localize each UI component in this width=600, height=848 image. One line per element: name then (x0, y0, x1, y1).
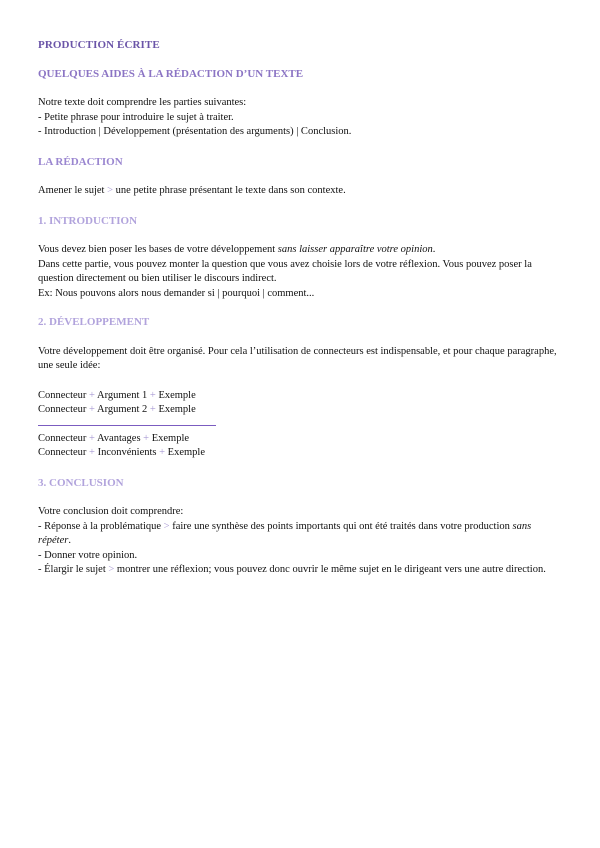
connector-row (38, 432, 562, 447)
connector-label: Connecteur (38, 447, 87, 458)
plus-symbol: + (89, 447, 95, 458)
section-heading-introduction: 1. INTRODUCTION (38, 214, 138, 227)
section-heading-developpement: 2. DÉVELOPPEMENT (38, 316, 150, 328)
introduction-line-1-text: Vous devez bien poser les bases de votre développement (38, 244, 278, 255)
connector-row (38, 403, 562, 418)
example-label: Exemple (158, 404, 196, 415)
plus-symbol: + (89, 432, 95, 444)
example-label: Exemple (158, 389, 196, 401)
section-heading-redaction: LA RÉDACTION (38, 155, 123, 168)
conclusion-line-2-emphasis: sans répéter (38, 520, 532, 546)
argument-label: Avantages (97, 432, 141, 444)
redaction-lead: Amener le sujet (38, 185, 105, 196)
conclusion-line-2-lead: - Réponse à la problématique (38, 520, 162, 532)
intro-line-1: Notre texte doit comprendre les parties suivantes: (38, 97, 247, 108)
example-label: Exemple (167, 447, 205, 458)
conclusion-line-4 (38, 563, 562, 578)
intro-line-2: - Petite phrase pour introduire le sujet à traiter. (38, 111, 234, 123)
conclusion-line-2 (38, 520, 562, 549)
connector-row (38, 389, 562, 404)
plus-symbol: + (89, 404, 95, 415)
intro-line-3: - Introduction | Développement (présentation des arguments) | Conclusion. (38, 126, 352, 137)
introduction-line-1 (38, 243, 562, 258)
arrow-symbol: > (107, 185, 114, 196)
connector-label: Connecteur (38, 404, 87, 415)
introduction-block (38, 243, 562, 301)
connector-list-b (38, 432, 562, 461)
introduction-line-2: Dans cette partie, vous pouvez monter la question que vous avez choisie lors de votre réflexion. Vous pouvez poser la question directement ou bien utiliser le discours indirect. (38, 258, 532, 284)
connector-row (38, 446, 562, 461)
connector-label: Connecteur (38, 432, 87, 444)
intro-block (38, 96, 562, 140)
plus-symbol: + (143, 432, 150, 444)
redaction-line (38, 184, 562, 199)
conclusion-line-4-text: montrer une réflexion; vous pouvez donc ouvrir le même sujet en le dirigeant vers une autre direction. (116, 564, 546, 575)
conclusion-block (38, 505, 562, 578)
section-heading-conclusion: 3. CONCLUSION (38, 476, 124, 489)
conclusion-line-3: - Donner votre opinion. (38, 549, 138, 561)
connector-list-a (38, 389, 562, 418)
argument-label: Inconvénients (97, 447, 157, 458)
introduction-line-1-emphasis: sans laisser apparaître votre opinion (277, 244, 433, 255)
argument-label: Argument 1 (97, 389, 148, 401)
arrow-symbol: > (108, 564, 115, 575)
document-subtitle: QUELQUES AIDES À LA RÉDACTION D’UN TEXTE (38, 67, 304, 80)
conclusion-line-2-text: faire une synthèse des points importants qui ont été traités dans votre production (172, 520, 513, 532)
document-page (38, 38, 562, 578)
developpement-text: Votre développement doit être organisé. Pour cela l’utilisation de connecteurs est indispensable, et pour chaque paragraphe, une seule idée: (38, 345, 557, 371)
plus-symbol: + (149, 404, 156, 415)
plus-symbol: + (89, 389, 95, 401)
example-label: Exemple (151, 432, 190, 444)
section-divider (38, 425, 216, 426)
document-title: PRODUCTION ÉCRITE (38, 39, 160, 51)
plus-symbol: + (149, 389, 156, 401)
introduction-line-1-end: . (432, 244, 436, 255)
introduction-line-3: Ex: Nous pouvons alors nous demander si | pourquoi | comment... (38, 287, 315, 299)
conclusion-line-2-end: . (68, 535, 71, 546)
conclusion-line-1: Votre conclusion doit comprendre: (38, 506, 184, 517)
plus-symbol: + (159, 447, 166, 458)
conclusion-line-4-lead: - Élargir le sujet (38, 564, 106, 575)
arrow-symbol: > (163, 520, 170, 532)
redaction-rest: une petite phrase présentant le texte dans son contexte. (115, 185, 346, 196)
connector-label: Connecteur (38, 389, 87, 401)
argument-label: Argument 2 (97, 404, 148, 415)
